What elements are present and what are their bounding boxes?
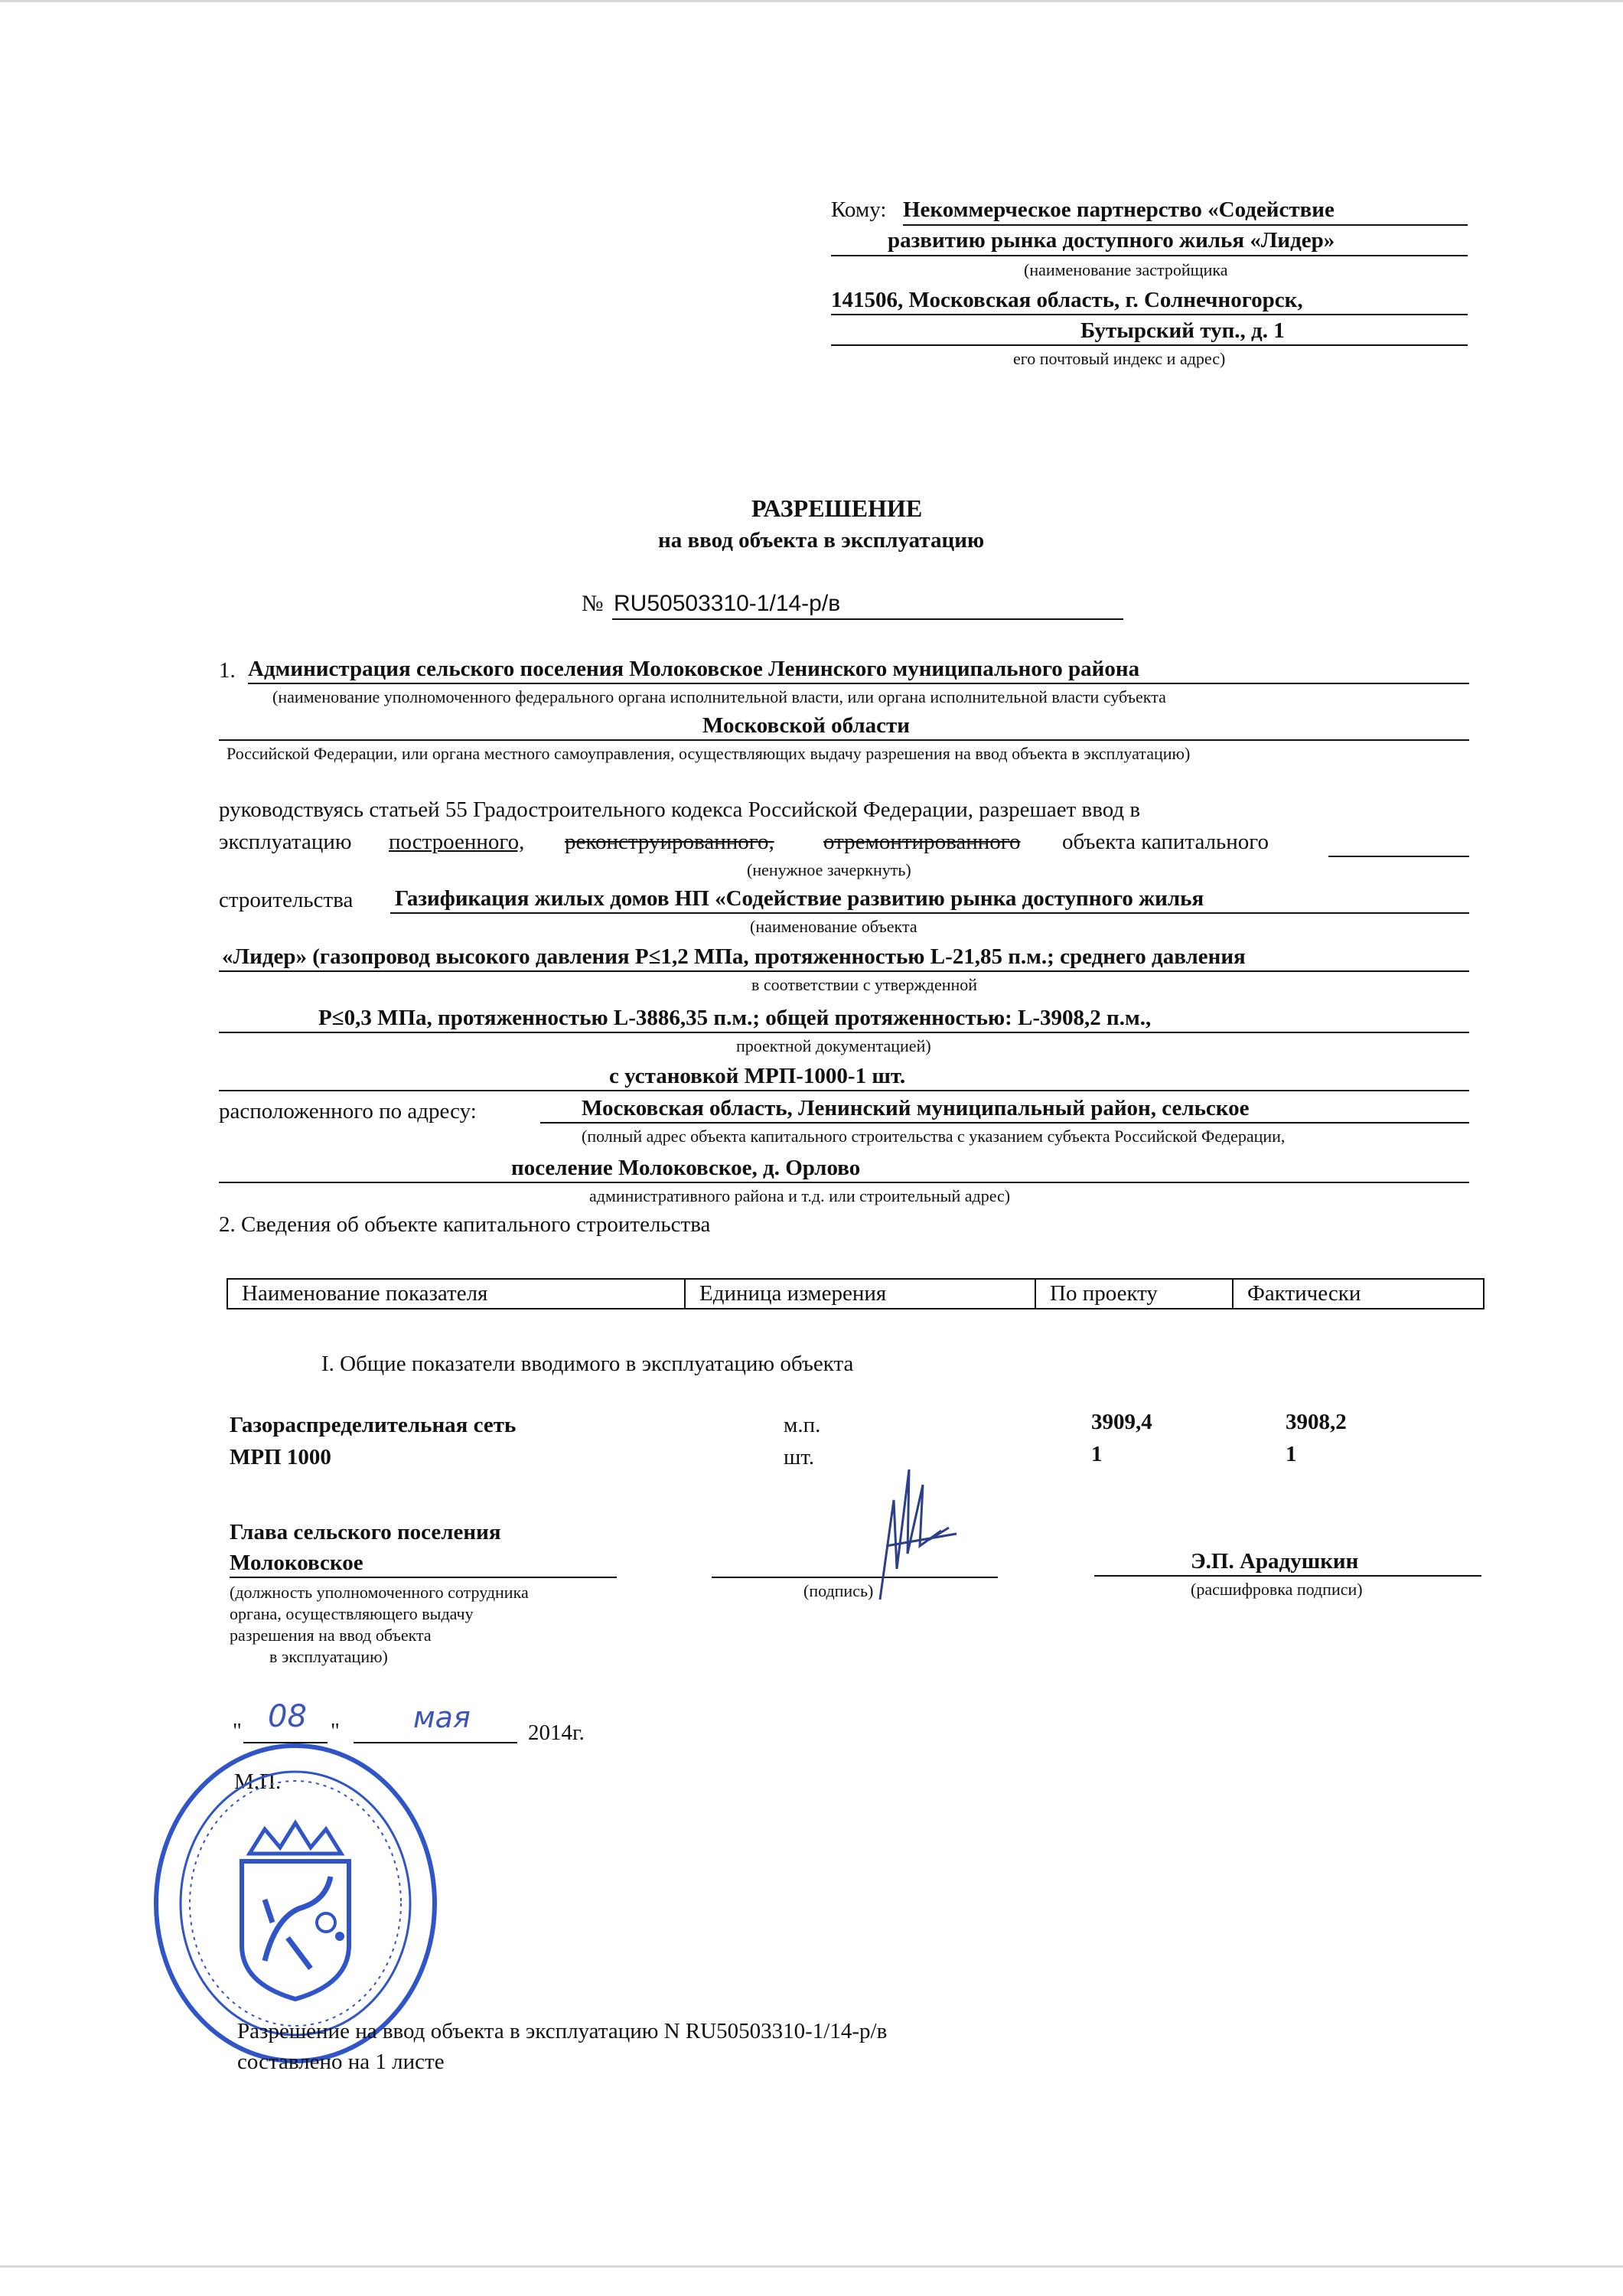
underline [1328, 856, 1469, 857]
addressee-label: Кому: [831, 197, 887, 222]
body-text2-end: объекта капитального [1062, 830, 1269, 854]
underline [219, 739, 1469, 741]
position-caption3: разрешения на ввод объекта [230, 1626, 432, 1645]
addressee-name-line2: развитию рынка доступного жилья «Лидер» [888, 228, 1335, 253]
underline [612, 618, 1123, 620]
option-repaired: отремонтированного [823, 830, 1021, 854]
underline [219, 970, 1469, 972]
row1-actual: 3908,2 [1286, 1410, 1347, 1434]
object-address-line1: Московская область, Ленинский муниципальный район, сельское [582, 1096, 1250, 1120]
address-caption2: административного района и т.д. или строительный адрес) [589, 1186, 1011, 1205]
scan-edge-bottom [0, 2265, 1623, 2268]
signer-position-line1: Глава сельского поселения [230, 1520, 501, 1544]
handwritten-signature [849, 1454, 972, 1607]
object-caption3: проектной документацией) [736, 1036, 931, 1055]
address-label: расположенного по адресу: [219, 1099, 477, 1124]
option-reconstructed: реконструированного, [565, 830, 774, 854]
signature-caption: (подпись) [803, 1581, 874, 1600]
seal-label: М.П. [234, 1769, 282, 1794]
authority-caption1: (наименование уполномоченного федерального органа исполнительной власти, или органа исполнительной власти субъекта [272, 687, 1166, 706]
col-indicator-name: Наименование показателя [227, 1279, 685, 1309]
signer-position-line2: Молоковское [230, 1551, 363, 1575]
row2-project: 1 [1091, 1442, 1103, 1466]
underline [248, 683, 1469, 684]
addressee-name-caption: (наименование застройщика [1024, 260, 1228, 279]
body-text1: руководствуясь статьей 55 Градостроительного кодекса Российской Федерации, разрешает ввод в [219, 797, 1141, 822]
issuing-authority: Администрация сельского поселения Молоковское Ленинского муниципального района [248, 657, 1140, 681]
underline [219, 1032, 1469, 1033]
position-caption4: в эксплуатацию) [269, 1647, 388, 1666]
underline [540, 1122, 1469, 1124]
row2-name: МРП 1000 [230, 1445, 331, 1469]
col-actual: Фактически [1233, 1279, 1484, 1309]
underline [219, 1090, 1469, 1091]
object-address-line2: поселение Молоковское, д. Орлово [511, 1156, 861, 1180]
body-text3-start: строительства [219, 888, 354, 912]
underline [831, 255, 1468, 256]
date-close-quote: " [331, 1719, 340, 1743]
option-built: построенного, [389, 830, 525, 854]
underline [390, 912, 1469, 914]
col-project: По проекту [1035, 1279, 1233, 1309]
address-caption: (полный адрес объекта капитального строительства с указанием субъекта Российской Федерации, [582, 1127, 1286, 1146]
group-title: I. Общие показатели вводимого в эксплуатацию объекта [321, 1352, 854, 1376]
signer-caption: (расшифровка подписи) [1191, 1580, 1363, 1599]
date-year: 2014г. [528, 1720, 585, 1745]
permit-number-prefix: № [582, 591, 604, 616]
row1-unit: м.п. [784, 1413, 821, 1437]
col-unit: Единица измерения [685, 1279, 1035, 1309]
underline [219, 1182, 1469, 1183]
authority-caption2: Российской Федерации, или органа местного самоуправления, осуществляющих выдачу разрешения на ввод объекта в эксплуатацию) [227, 744, 1191, 763]
underline [1094, 1575, 1481, 1577]
issuing-authority-line2: Московской области [702, 713, 911, 738]
section1-prefix: 1. [219, 658, 236, 683]
date-month: мая [413, 1701, 471, 1734]
indicators-table-header [227, 1278, 1484, 1309]
object-name-line4: с установкой МРП-1000-1 шт. [609, 1064, 906, 1088]
addressee-address-caption: его почтовый индекс и адрес) [1013, 349, 1226, 368]
object-name-line1: Газификация жилых домов НП «Содействие развитию рынка доступного жилья [395, 886, 1204, 911]
date-open-quote: " [233, 1719, 242, 1743]
document-subtitle: на ввод объекта в эксплуатацию [658, 528, 985, 553]
row2-unit: шт. [784, 1445, 815, 1469]
position-caption1: (должность уполномоченного сотрудника [230, 1583, 529, 1602]
object-caption2: в соответствии с утвержденной [751, 975, 978, 994]
underline [831, 344, 1468, 346]
row1-name: Газораспределительная сеть [230, 1413, 517, 1437]
body-text2-start: эксплуатацию [219, 830, 352, 854]
object-caption: (наименование объекта [750, 917, 917, 936]
row2-actual: 1 [1286, 1442, 1297, 1466]
underline [903, 224, 1468, 226]
section2-title: 2. Сведения об объекте капитального строительства [219, 1212, 711, 1237]
addressee-name-line1: Некоммерческое партнерство «Содействие [903, 197, 1335, 222]
object-name-line3: Р≤0,3 МПа, протяженностью L-3886,35 п.м.; общей протяженностью: L-3908,2 п.м., [318, 1006, 1152, 1030]
underline [831, 314, 1468, 315]
underline [230, 1577, 617, 1578]
footer-line1: Разрешение на ввод объекта в эксплуатацию N RU50503310-1/14-р/в [237, 2019, 888, 2043]
position-caption2: органа, осуществляющего выдачу [230, 1604, 474, 1623]
date-day: 08 [268, 1699, 307, 1734]
scan-edge-top [0, 0, 1623, 2]
permit-number: RU50503310-1/14-р/в [614, 591, 841, 616]
addressee-address-line1: 141506, Московская область, г. Солнечногорск, [831, 288, 1303, 312]
row1-project: 3909,4 [1091, 1410, 1152, 1434]
strike-caption: (ненужное зачеркнуть) [747, 860, 911, 879]
object-name-line2: «Лидер» (газопровод высокого давления Р≤1,2 МПа, протяженностью L-21,85 п.м.; среднего давления [222, 944, 1246, 969]
signer-name: Э.П. Арадушкин [1191, 1549, 1359, 1574]
footer-line2: составлено на 1 листе [237, 2050, 445, 2074]
document-title: РАЗРЕШЕНИЕ [751, 494, 923, 522]
addressee-address-line2: Бутырский туп., д. 1 [1080, 318, 1285, 343]
